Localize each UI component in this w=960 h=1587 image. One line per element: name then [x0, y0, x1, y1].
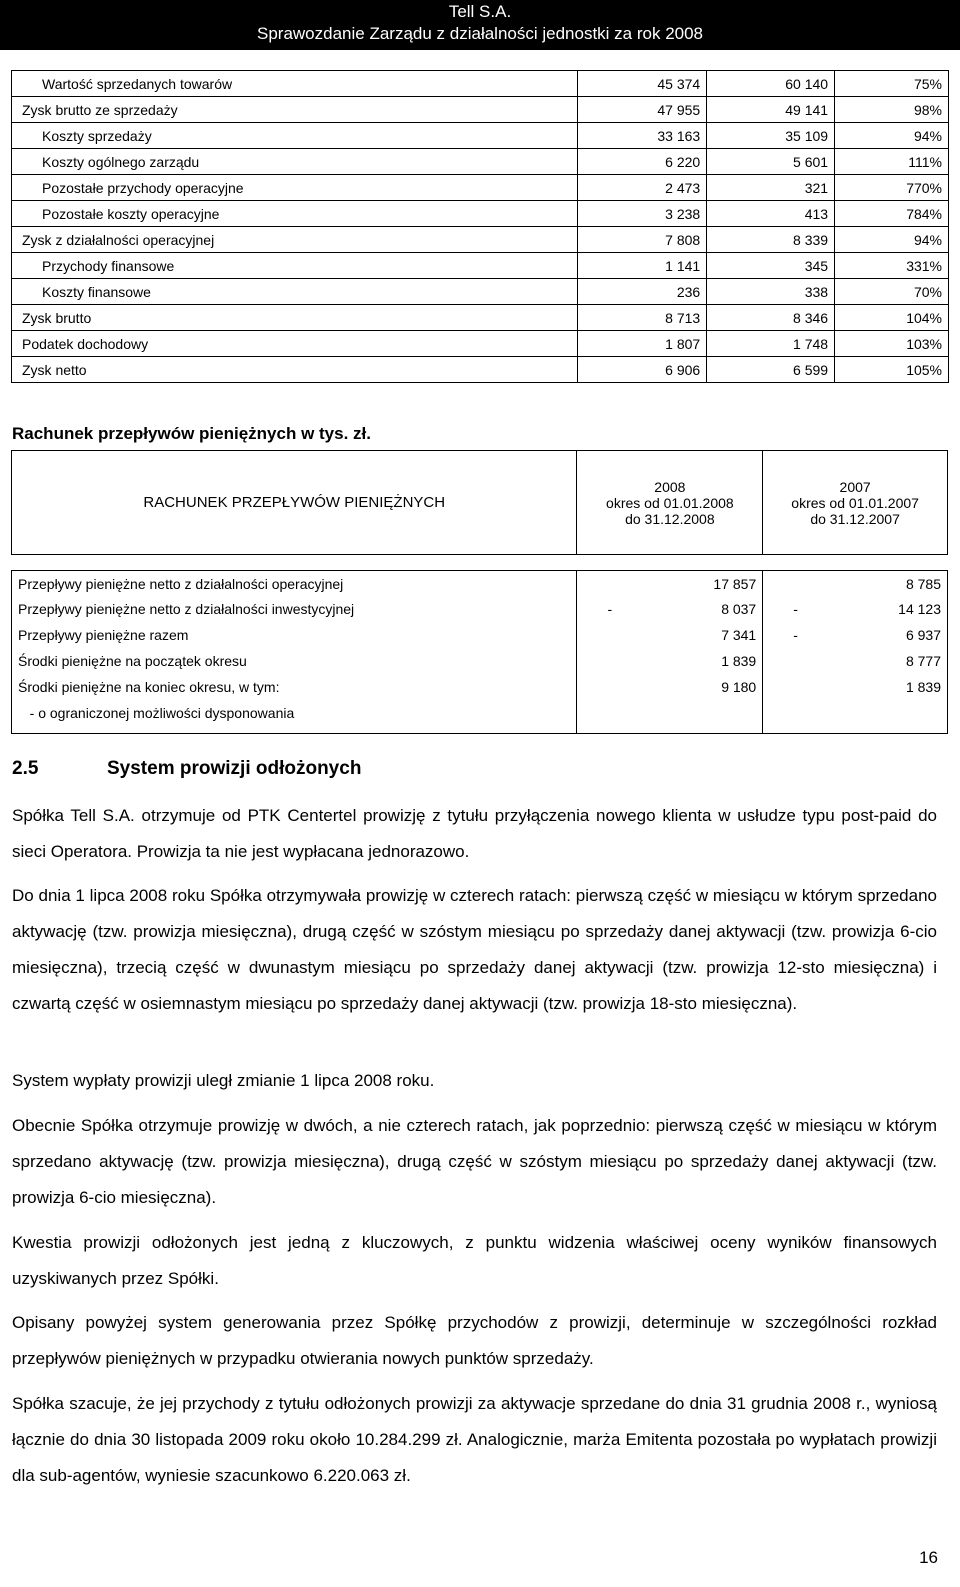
cashflow-table: [11, 450, 948, 734]
row-label: Wartość sprzedanych towarów: [12, 71, 578, 97]
value-2008: 3 238: [578, 201, 707, 227]
row-label: Koszty sprzedaży: [12, 123, 578, 149]
value-2008: 2 473: [578, 175, 707, 201]
dynamics-pct: 104%: [835, 305, 949, 331]
section-number: 2.5: [12, 758, 39, 779]
company-name: Tell S.A.: [448, 2, 512, 21]
value-2007: [763, 648, 948, 674]
table-row: [12, 305, 949, 331]
value-2007: [763, 571, 948, 597]
sign-2008: -: [607, 601, 613, 618]
value-2008: 47 955: [578, 97, 707, 123]
value-2008: 6 220: [578, 149, 707, 175]
table-row: [12, 253, 949, 279]
cashflow-header-label: RACHUNEK PRZEPŁYWÓW PIENIĘŻNYCH: [12, 451, 577, 555]
amount-2008: 1 839: [721, 652, 757, 669]
page-header: [0, 0, 960, 50]
row-label: Przychody finansowe: [12, 253, 578, 279]
value-2008: 8 713: [578, 305, 707, 331]
paragraph: Spółka szacuje, że jej przychody z tytułu odłożonych prowizji za aktywacje sprzedane do dnia 31 grudnia 2008 r., wyniosą łącznie do dnia 30 listopada 2009 roku około 10.284.299 zł. Analogicznie, marża Emitenta pozostała po wypłatach prowizji dla sub-agentów, wyniesie szacunkowo 6.220.063 zł.: [12, 1394, 937, 1485]
value-2007: 338: [707, 279, 835, 305]
value-2007: 5 601: [707, 149, 835, 175]
row-label: - o ograniczonej możliwości dysponowania: [12, 699, 577, 733]
table-row: [12, 201, 949, 227]
value-2007: 8 339: [707, 227, 835, 253]
row-label: Środki pieniężne na koniec okresu, w tym:: [12, 674, 577, 700]
dynamics-pct: 75%: [835, 71, 949, 97]
table-row: [12, 279, 949, 305]
dynamics-pct: 94%: [835, 123, 949, 149]
value-2007: 8 346: [707, 305, 835, 331]
table-row: [12, 71, 949, 97]
row-label: Przepływy pieniężne netto z działalności inwestycyjnej: [12, 596, 577, 622]
value-2007: 60 140: [707, 71, 835, 97]
value-2007: 35 109: [707, 123, 835, 149]
row-label: Koszty ogólnego zarządu: [12, 149, 578, 175]
dynamics-pct: 331%: [835, 253, 949, 279]
period-to-2008: do 31.12.2008: [625, 510, 715, 527]
table-row: [12, 331, 949, 357]
value-2008: [577, 571, 763, 597]
row-label: Pozostałe koszty operacyjne: [12, 201, 578, 227]
table-row: [12, 97, 949, 123]
value-2008: [577, 699, 763, 733]
spacer: [12, 555, 948, 571]
value-2008: 6 906: [578, 357, 707, 383]
table-row: [12, 699, 948, 733]
period-from-2008: okres od 01.01.2008: [606, 494, 734, 511]
value-2007: 345: [707, 253, 835, 279]
amount-2007: 8 785: [905, 575, 941, 592]
value-2008: [577, 622, 763, 648]
paragraph: Spółka Tell S.A. otrzymuje od PTK Centertel prowizję z tytułu przyłączenia nowego klienta w usłudze typu post-paid do sieci Operatora. Prowizja ta nie jest wypłacana jednorazowo.: [12, 806, 937, 861]
table-row: [12, 596, 948, 622]
dynamics-pct: 105%: [835, 357, 949, 383]
dynamics-pct: 103%: [835, 331, 949, 357]
value-2008: 33 163: [578, 123, 707, 149]
row-label: Przepływy pieniężne razem: [12, 622, 577, 648]
table-row: [12, 674, 948, 700]
value-2008: 7 808: [578, 227, 707, 253]
section-heading: [12, 758, 361, 780]
dynamics-pct: 784%: [835, 201, 949, 227]
value-2007: 321: [707, 175, 835, 201]
row-label: Środki pieniężne na początek okresu: [12, 648, 577, 674]
value-2007: 1 748: [707, 331, 835, 357]
dynamics-pct: 770%: [835, 175, 949, 201]
amount-2008: 8 037: [721, 601, 757, 618]
section-title: System prowizji odłożonych: [107, 758, 362, 779]
profit-loss-table: [11, 70, 949, 383]
paragraph: Opisany powyżej system generowania przez Spółkę przychodów z prowizji, determinuje w szczególności rozkład przepływów pieniężnych w przypadku otwierania nowych punktów sprzedaży.: [12, 1313, 937, 1368]
value-2008: [577, 648, 763, 674]
row-label: Przepływy pieniężne netto z działalności operacyjnej: [12, 571, 577, 597]
dynamics-pct: 70%: [835, 279, 949, 305]
paragraph: Obecnie Spółka otrzymuje prowizję w dwóch, a nie czterech ratach, jak poprzednio: pierwszą część w miesiącu w którym sprzedano aktywację (tzw. prowizja miesięczna), drugą część w szóstym miesiącu po sprzedaży danej aktywacji (tzw. prowizja 6-cio miesięczna).: [12, 1116, 937, 1207]
row-label: Podatek dochodowy: [12, 331, 578, 357]
table-row: [12, 175, 949, 201]
value-2008: [577, 674, 763, 700]
row-label: Zysk brutto: [12, 305, 578, 331]
amount-2007: 8 777: [905, 652, 941, 669]
value-2008: [577, 596, 763, 622]
paragraph: Do dnia 1 lipca 2008 roku Spółka otrzymywała prowizję w czterech ratach: pierwszą część w miesiącu w którym sprzedano aktywację (tzw. prowizja miesięczna), drugą część w szóstym miesiącu po sprzedaży danej aktywacji (tzw. prowizja 6-cio miesięczna), trzecią część w dwunastym miesiącu po sprzedaży danej aktywacji (tzw. prowizja 12-sto miesięczna) i czwartą część w osiemnastym miesiącu po sprzedaży danej aktywacji (tzw. prowizja 18-sto miesięczna).: [12, 886, 937, 1013]
paragraph: System wypłaty prowizji uległ zmianie 1 lipca 2008 roku.: [12, 1071, 435, 1090]
amount-2008: 7 341: [721, 626, 757, 643]
value-2008: 1 807: [578, 331, 707, 357]
dynamics-pct: 94%: [835, 227, 949, 253]
cashflow-header-2008: [577, 451, 763, 555]
amount-2007: 6 937: [905, 626, 941, 643]
period-to-2007: do 31.12.2007: [810, 510, 900, 527]
value-2007: [763, 622, 948, 648]
year-2008: 2008: [654, 478, 686, 495]
year-2007: 2007: [839, 478, 871, 495]
value-2008: 1 141: [578, 253, 707, 279]
row-label: Koszty finansowe: [12, 279, 578, 305]
table-row: [12, 571, 948, 597]
table-row: [12, 648, 948, 674]
amount-2007: 1 839: [905, 678, 941, 695]
amount-2007: 14 123: [898, 601, 941, 618]
amount-2008: 9 180: [721, 678, 757, 695]
page-number: 16: [919, 1548, 938, 1567]
value-2007: [763, 596, 948, 622]
dynamics-pct: 98%: [835, 97, 949, 123]
row-label: Zysk netto: [12, 357, 578, 383]
cashflow-header-2007: [763, 451, 948, 555]
table-row: [12, 227, 949, 253]
value-2007: 413: [707, 201, 835, 227]
cashflow-section-title: Rachunek przepływów pieniężnych w tys. zł.: [12, 424, 371, 443]
row-label: Zysk brutto ze sprzedaży: [12, 97, 578, 123]
table-row: [12, 149, 949, 175]
table-row: [12, 123, 949, 149]
row-label: Zysk z działalności operacyjnej: [12, 227, 578, 253]
value-2007: 49 141: [707, 97, 835, 123]
sign-2007: -: [793, 601, 798, 618]
value-2008: 236: [578, 279, 707, 305]
amount-2008: 17 857: [713, 575, 757, 592]
dynamics-pct: 111%: [835, 149, 949, 175]
table-row: [12, 622, 948, 648]
paragraph: Kwestia prowizji odłożonych jest jedną z kluczowych, z punktu widzenia właściwej oceny wyników finansowych uzyskiwanych przez Spółki.: [12, 1233, 937, 1288]
value-2007: [763, 699, 948, 733]
value-2007: [763, 674, 948, 700]
sign-2007: -: [793, 626, 798, 643]
value-2008: 45 374: [578, 71, 707, 97]
row-label: Pozostałe przychody operacyjne: [12, 175, 578, 201]
period-from-2007: okres od 01.01.2007: [791, 494, 919, 511]
table-row: [12, 357, 949, 383]
value-2007: 6 599: [707, 357, 835, 383]
report-title: Sprawozdanie Zarządu z działalności jednostki za rok 2008: [256, 24, 704, 43]
